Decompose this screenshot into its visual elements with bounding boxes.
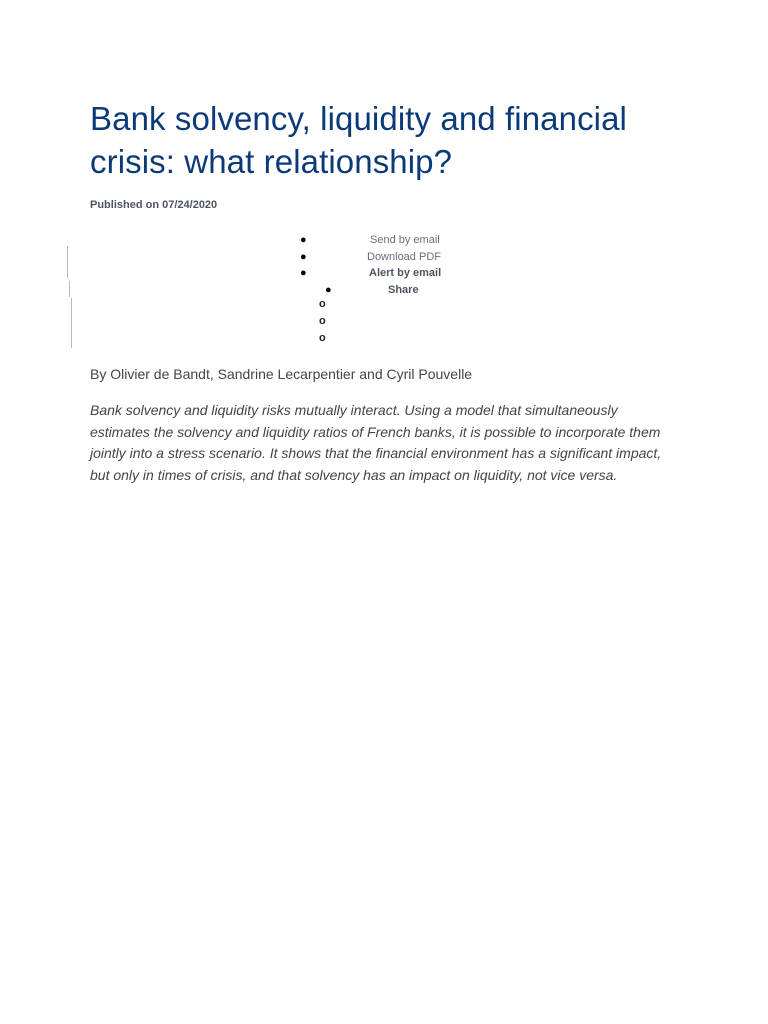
- send-by-email-link[interactable]: Send by email: [370, 234, 440, 246]
- list-bullet: ●: [300, 251, 307, 263]
- list-bullet: ●: [300, 267, 307, 279]
- download-pdf-link[interactable]: Download PDF: [367, 251, 441, 263]
- sub-list-bullet: o: [319, 298, 326, 310]
- divider-line: [69, 281, 70, 297]
- article-summary: Bank solvency and liquidity risks mutually interact. Using a model that simultaneously estimates the solvency and liquidity ratios of French banks, it is possible to incorporate them jointly into a stress scenario. It shows that the financial environment has a significant impact, but only in times of crisis, and that solvency has an impact on liquidity, not vice versa.: [90, 402, 662, 483]
- page-title: Bank solvency, liquidity and financial crisis: what relationship?: [90, 100, 627, 180]
- alert-by-email-link[interactable]: Alert by email: [369, 267, 442, 279]
- publication-date: Published on 07/24/2020: [90, 199, 218, 211]
- sub-list-bullet: o: [319, 315, 326, 327]
- divider-line: [71, 298, 72, 348]
- sub-list-bullet: o: [319, 332, 326, 344]
- share-link[interactable]: Share: [388, 284, 419, 296]
- divider-line: [67, 246, 68, 278]
- list-bullet: ●: [300, 234, 307, 246]
- list-bullet: ●: [325, 284, 332, 296]
- article-authors: By Olivier de Bandt, Sandrine Lecarpentier and Cyril Pouvelle: [90, 366, 473, 382]
